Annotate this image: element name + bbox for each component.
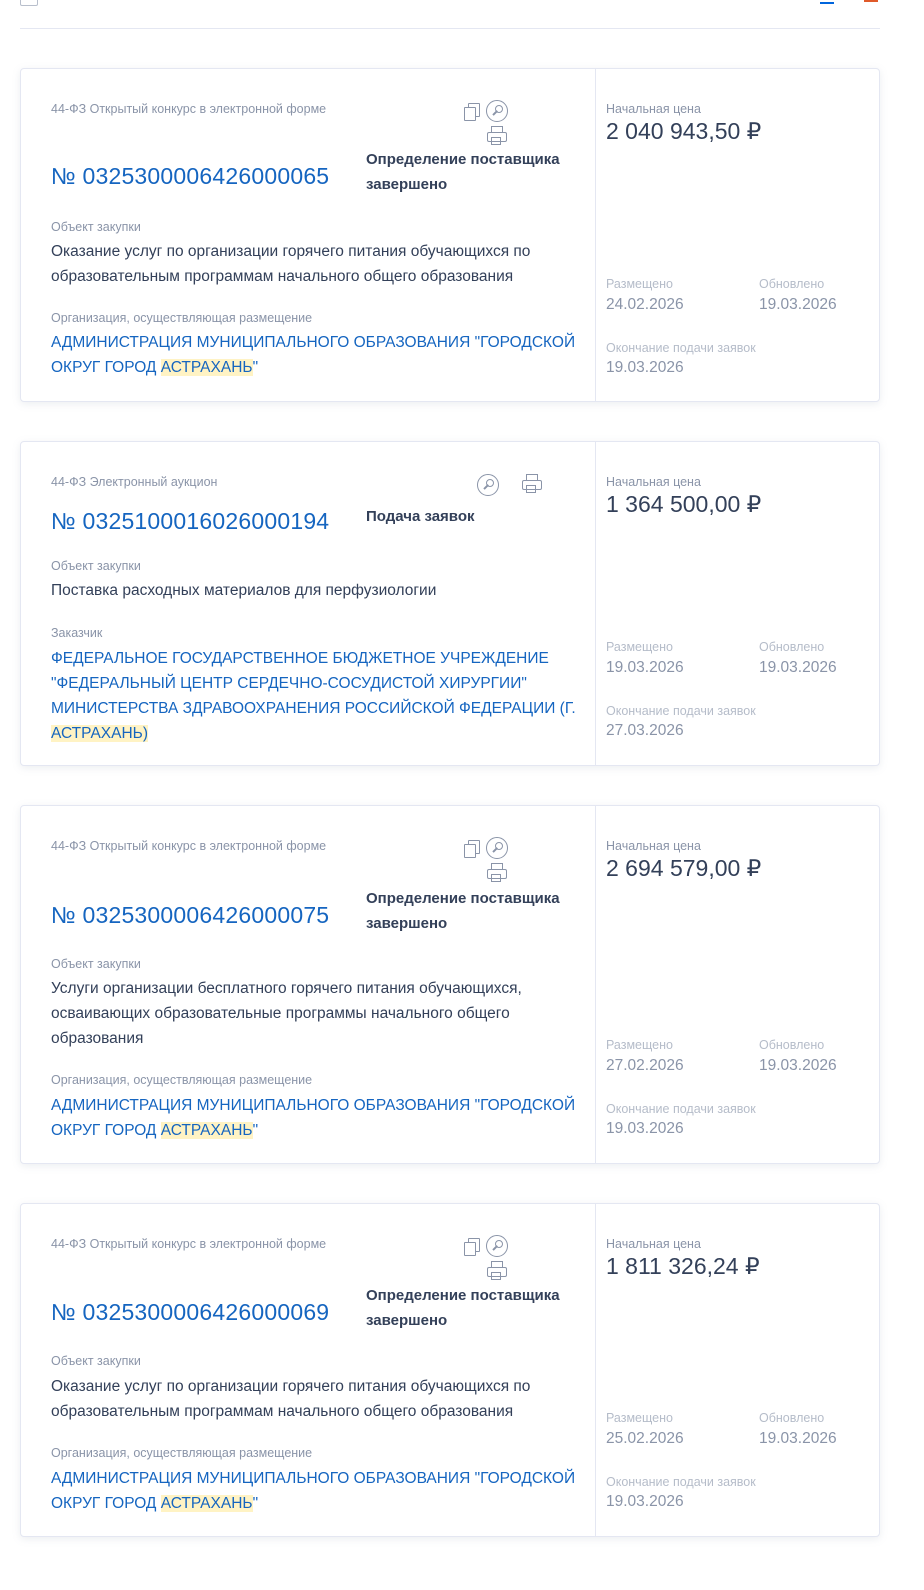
updated-label: Обновлено xyxy=(759,277,825,291)
copy-icon[interactable] xyxy=(464,103,480,119)
card-side xyxy=(595,806,879,1163)
card-main xyxy=(21,1204,595,1536)
posted-label: Размещено xyxy=(606,1038,673,1052)
object-text: Поставка расходных материалов для перфузиологии xyxy=(51,582,437,599)
updated-label: Обновлено xyxy=(759,640,825,654)
posted-label: Размещено xyxy=(606,640,673,654)
download-icon[interactable] xyxy=(820,0,834,4)
purchase-card xyxy=(20,441,880,766)
law-type: 44-ФЗ Электронный аукцион xyxy=(51,475,218,489)
card-main xyxy=(21,442,595,765)
purchase-card xyxy=(20,68,880,402)
purchase-number-link[interactable]: № 0325300006426000075 xyxy=(51,902,330,928)
posted-date: 24.02.2026 xyxy=(606,296,684,313)
key-icon[interactable] xyxy=(486,837,508,859)
updated-date: 19.03.2026 xyxy=(759,296,837,313)
results-toolbar xyxy=(0,0,924,30)
org-name-highlight: АСТРАХАНЬ) xyxy=(51,725,148,742)
price-value: 1 364 500,00 ₽ xyxy=(606,491,762,517)
price-value: 1 811 326,24 ₽ xyxy=(606,1253,760,1279)
excel-export-icon[interactable] xyxy=(864,0,878,2)
object-label: Объект закупки xyxy=(51,559,141,573)
updated-date: 19.03.2026 xyxy=(759,659,837,676)
card-side xyxy=(595,442,879,765)
object-label: Объект закупки xyxy=(51,957,141,971)
print-icon[interactable] xyxy=(521,474,543,494)
object-text: Оказание услуг по организации горячего питания обучающихся по образовательным программам начального общего образования xyxy=(51,1378,531,1420)
deadline-label: Окончание подачи заявок xyxy=(606,704,756,718)
print-icon[interactable] xyxy=(486,126,508,146)
status-text: Определение поставщика завершено xyxy=(366,1287,560,1329)
object-text: Оказание услуг по организации горячего питания обучающихся по образовательным программам начального общего образования xyxy=(51,243,531,285)
price-value: 2 694 579,00 ₽ xyxy=(606,855,762,881)
purchase-number-link[interactable]: № 0325300006426000069 xyxy=(51,1299,330,1325)
status-text: Подача заявок xyxy=(366,508,475,525)
key-icon[interactable] xyxy=(486,1235,508,1257)
org-link[interactable] xyxy=(51,1466,586,1516)
deadline-label: Окончание подачи заявок xyxy=(606,1475,756,1489)
status-text: Определение поставщика завершено xyxy=(366,890,560,932)
law-type: 44-ФЗ Открытый конкурс в электронной форме xyxy=(51,102,327,116)
deadline-date: 19.03.2026 xyxy=(606,1120,684,1137)
purchase-card xyxy=(20,805,880,1164)
updated-date: 19.03.2026 xyxy=(759,1430,837,1447)
org-label: Заказчик xyxy=(51,626,103,640)
print-icon[interactable] xyxy=(486,863,508,883)
copy-icon[interactable] xyxy=(464,840,480,856)
price-value: 2 040 943,50 ₽ xyxy=(606,118,762,144)
updated-date: 19.03.2026 xyxy=(759,1057,837,1074)
card-main xyxy=(21,806,595,1163)
org-label: Организация, осуществляющая размещение xyxy=(51,1446,313,1460)
purchase-number-link[interactable]: № 0325300006426000065 xyxy=(51,163,330,189)
posted-date: 19.03.2026 xyxy=(606,659,684,676)
posted-label: Размещено xyxy=(606,277,673,291)
card-side xyxy=(595,69,879,401)
law-type: 44-ФЗ Открытый конкурс в электронной форме xyxy=(51,1237,327,1251)
updated-label: Обновлено xyxy=(759,1411,825,1425)
select-all-checkbox[interactable] xyxy=(20,0,38,6)
org-name: ФЕДЕРАЛЬНОЕ ГОСУДАРСТВЕННОЕ БЮДЖЕТНОЕ УЧРЕЖДЕНИЕ "ФЕДЕРАЛЬНЫЙ ЦЕНТР СЕРДЕЧНО-СОСУДИСТОЙ ХИРУРГИИ" МИНИСТЕРСТВА ЗДРАВООХРАНЕНИЯ РОССИЙСКОЙ ФЕДЕРАЦИИ (Г. xyxy=(51,650,576,717)
law-type: 44-ФЗ Открытый конкурс в электронной форме xyxy=(51,839,327,853)
org-name-end: " xyxy=(252,1495,259,1512)
org-link[interactable] xyxy=(51,1093,586,1143)
posted-date: 25.02.2026 xyxy=(606,1430,684,1447)
object-label: Объект закупки xyxy=(51,1354,141,1368)
print-icon[interactable] xyxy=(486,1261,508,1281)
copy-icon[interactable] xyxy=(464,1238,480,1254)
price-label: Начальная цена xyxy=(606,102,701,116)
posted-label: Размещено xyxy=(606,1411,673,1425)
deadline-label: Окончание подачи заявок xyxy=(606,341,756,355)
price-label: Начальная цена xyxy=(606,475,701,489)
deadline-label: Окончание подачи заявок xyxy=(606,1102,756,1116)
org-name: АДМИНИСТРАЦИЯ МУНИЦИПАЛЬНОГО ОБРАЗОВАНИЯ "ГОРОДСКОЙ ОКРУГ ГОРОД xyxy=(51,1470,576,1512)
deadline-date: 19.03.2026 xyxy=(606,359,684,376)
object-text: Услуги организации бесплатного горячего питания обучающихся, осваивающих образовательные программы начального общего образования xyxy=(51,980,522,1047)
org-link[interactable] xyxy=(51,646,586,746)
posted-date: 27.02.2026 xyxy=(606,1057,684,1074)
updated-label: Обновлено xyxy=(759,1038,825,1052)
deadline-date: 27.03.2026 xyxy=(606,722,684,739)
toolbar-divider xyxy=(20,28,880,29)
org-name: АДМИНИСТРАЦИЯ МУНИЦИПАЛЬНОГО ОБРАЗОВАНИЯ "ГОРОДСКОЙ ОКРУГ ГОРОД xyxy=(51,1097,576,1139)
key-icon[interactable] xyxy=(486,100,508,122)
key-icon[interactable] xyxy=(477,474,499,496)
org-name-end: " xyxy=(252,1122,259,1139)
org-name-highlight: АСТРАХАНЬ xyxy=(160,1495,253,1512)
object-label: Объект закупки xyxy=(51,220,141,234)
org-label: Организация, осуществляющая размещение xyxy=(51,311,313,325)
purchase-number-link[interactable]: № 0325100016026000194 xyxy=(51,508,330,534)
org-name-end: " xyxy=(252,359,259,376)
org-name-highlight: АСТРАХАНЬ xyxy=(160,1122,253,1139)
card-main xyxy=(21,69,595,401)
deadline-date: 19.03.2026 xyxy=(606,1493,684,1510)
card-side xyxy=(595,1204,879,1536)
purchase-card xyxy=(20,1203,880,1537)
org-link[interactable] xyxy=(51,330,586,380)
price-label: Начальная цена xyxy=(606,1237,701,1251)
org-name: АДМИНИСТРАЦИЯ МУНИЦИПАЛЬНОГО ОБРАЗОВАНИЯ "ГОРОДСКОЙ ОКРУГ ГОРОД xyxy=(51,334,576,376)
org-name-highlight: АСТРАХАНЬ xyxy=(160,359,253,376)
org-label: Организация, осуществляющая размещение xyxy=(51,1073,313,1087)
status-text: Определение поставщика завершено xyxy=(366,151,560,193)
price-label: Начальная цена xyxy=(606,839,701,853)
